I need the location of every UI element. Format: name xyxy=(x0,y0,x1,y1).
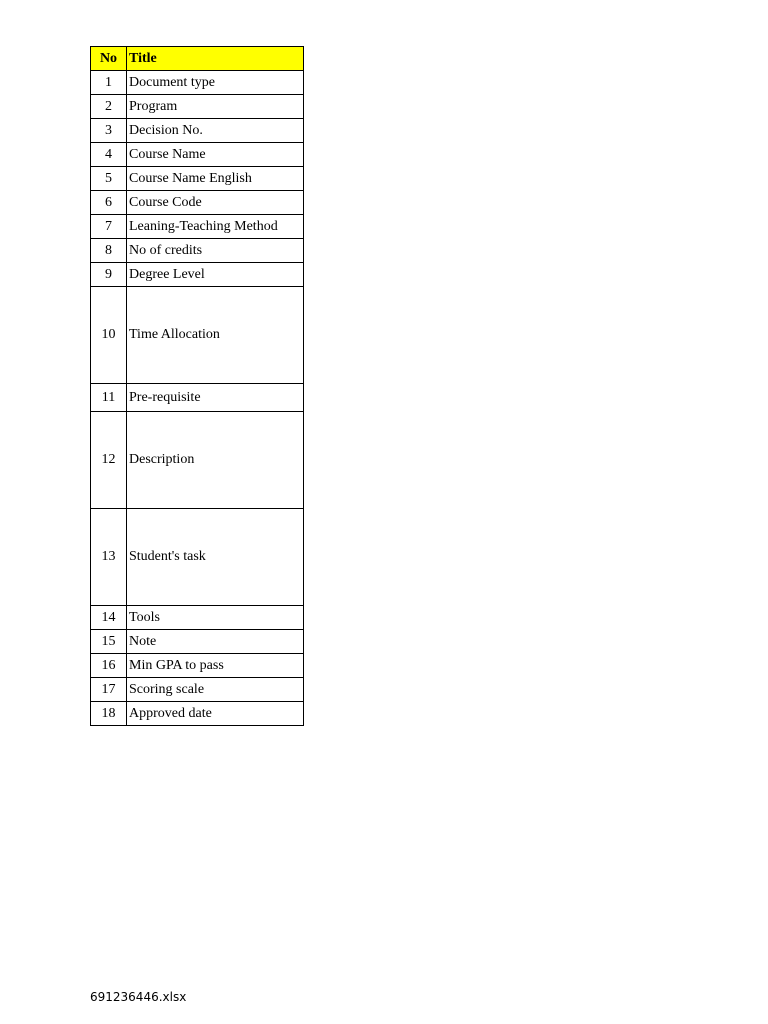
row-title: Min GPA to pass xyxy=(127,654,304,678)
row-number: 7 xyxy=(91,215,127,239)
row-title: Tools xyxy=(127,606,304,630)
spreadsheet-table xyxy=(90,46,304,726)
table-row xyxy=(91,606,304,630)
row-title: No of credits xyxy=(127,239,304,263)
table-row xyxy=(91,287,304,384)
row-title: Course Code xyxy=(127,191,304,215)
row-number: 10 xyxy=(91,287,127,384)
row-title: Student's task xyxy=(127,509,304,606)
header-row xyxy=(91,47,304,71)
row-title: Time Allocation xyxy=(127,287,304,384)
row-number: 18 xyxy=(91,702,127,726)
row-number: 14 xyxy=(91,606,127,630)
table-row xyxy=(91,191,304,215)
table-row xyxy=(91,702,304,726)
table-row xyxy=(91,263,304,287)
table-row xyxy=(91,143,304,167)
row-number: 17 xyxy=(91,678,127,702)
row-number: 2 xyxy=(91,95,127,119)
table-row xyxy=(91,630,304,654)
table-row xyxy=(91,654,304,678)
row-number: 6 xyxy=(91,191,127,215)
table-row xyxy=(91,167,304,191)
row-number: 12 xyxy=(91,412,127,509)
header-no: No xyxy=(91,47,127,71)
row-number: 8 xyxy=(91,239,127,263)
row-title: Document type xyxy=(127,71,304,95)
row-title: Description xyxy=(127,412,304,509)
table-row xyxy=(91,412,304,509)
row-number: 16 xyxy=(91,654,127,678)
table-row xyxy=(91,384,304,412)
row-number: 3 xyxy=(91,119,127,143)
header-title: Title xyxy=(127,47,304,71)
row-title: Degree Level xyxy=(127,263,304,287)
row-title: Scoring scale xyxy=(127,678,304,702)
file-name-footer: 691236446.xlsx xyxy=(90,990,187,1004)
row-number: 11 xyxy=(91,384,127,412)
table-row xyxy=(91,119,304,143)
table-row xyxy=(91,509,304,606)
row-title: Note xyxy=(127,630,304,654)
table-row xyxy=(91,71,304,95)
row-number: 9 xyxy=(91,263,127,287)
row-number: 13 xyxy=(91,509,127,606)
table-row xyxy=(91,215,304,239)
row-title: Program xyxy=(127,95,304,119)
row-number: 1 xyxy=(91,71,127,95)
row-title: Leaning-Teaching Method xyxy=(127,215,304,239)
row-number: 15 xyxy=(91,630,127,654)
row-title: Pre-requisite xyxy=(127,384,304,412)
row-number: 5 xyxy=(91,167,127,191)
table-row xyxy=(91,678,304,702)
row-title: Course Name xyxy=(127,143,304,167)
table-row xyxy=(91,95,304,119)
row-title: Course Name English xyxy=(127,167,304,191)
row-title: Approved date xyxy=(127,702,304,726)
row-number: 4 xyxy=(91,143,127,167)
row-title: Decision No. xyxy=(127,119,304,143)
table-row xyxy=(91,239,304,263)
